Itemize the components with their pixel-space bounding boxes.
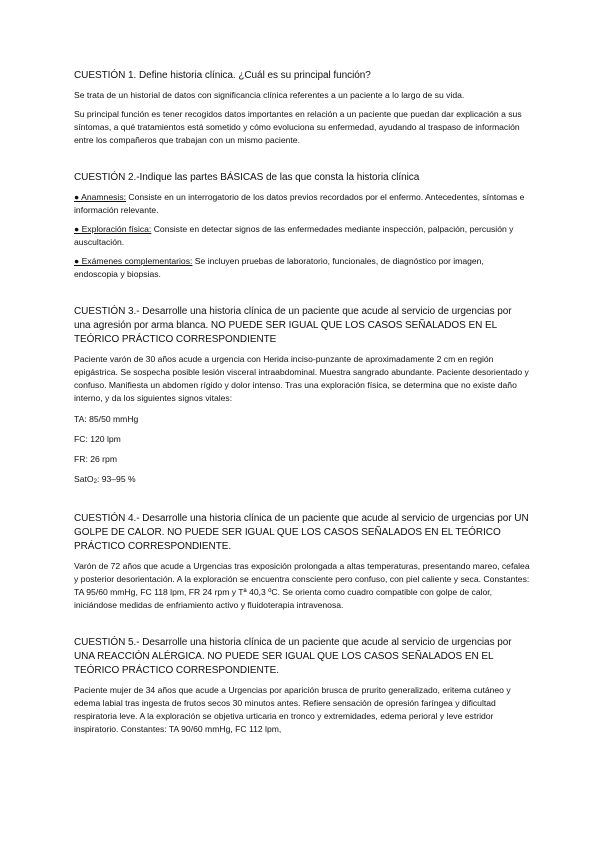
question-4-section [74, 512, 530, 612]
question-3-title: CUESTIÓN 3.- Desarrolle una historia clínica de un paciente que acude al servicio de urgencias por una agresión por arma blanca. NO PUEDE SER IGUAL QUE LOS CASOS SEÑALADOS EN EL TEÓRICO PRÁCTICO CORRESPONDIENTE [74, 306, 512, 345]
question-2-item-examenes [74, 255, 530, 281]
question-5-paragraph-1: Paciente mujer de 34 años que acude a Urgencias por aparición brusca de prurito generalizado, eritema cutáneo y edema labial tras ingesta de frutos secos 30 minutos antes. Refiere sensación de opresión faríngea y dificultad respiratoria leve. A la exploración se objetiva urticaria en tronco y extremidades, edema perioral y leve estridor inspiratorio. Constantes: TA 90/60 mmHg, FC 112 lpm, [74, 685, 511, 734]
question-4-paragraph-1: Varón de 72 años que acude a Urgencias tras exposición prolongada a altas temperaturas, presentando mareo, cefalea y posterior desorientación. A la exploración se encuentra consciente pero confuso, con piel caliente y seca. Constantes: TA 95/60 mmHg, FC 118 lpm, FR 24 rpm y Tª 40,3 ºC. Se orienta como cuadro compatible con golpe de calor, iniciándose medidas de enfriamiento activo y fluidoterapia intravenosa. [74, 561, 530, 610]
question-2-section [74, 171, 530, 281]
item-label: ● Exploración física: [74, 224, 152, 234]
question-2-item-exploracion [74, 223, 530, 249]
question-3-paragraph-1: Paciente varón de 30 años acude a urgencia con Herida inciso-punzante de aproximadamente 2 cm en región epigástrica. Se sospecha posible lesión visceral intraabdominal. Muestra sangrado abundante. Paciente desorientado y confuso. Manifiesta un abdomen rígido y dolor intenso. Tras una exploración física, se determina que no existe daño interno, y da los siguientes signos vitales: [74, 354, 529, 403]
item-text: Consiste en un interrogatorio de los datos previos recordados por el enfermo. Antecedentes, síntomas e información relevante. [74, 192, 525, 215]
vital-fc: FC: 120 lpm [74, 434, 121, 444]
vital-ta: TA: 85/50 mmHg [74, 414, 139, 424]
question-2-item-anamnesis [74, 191, 530, 217]
question-1-paragraph-2: Su principal función es tener recogidos datos importantes en relación a un paciente que puedan dar explicación a sus síntomas, a qué tratamientos está sometido y cómo evoluciona su enfermedad, ayudando al traspaso de información entre los compañeros que trabajan con un mismo paciente. [74, 109, 522, 145]
item-text: Se incluyen pruebas de laboratorio, funcionales, de diagnóstico por imagen, endoscopia y biopsias. [74, 256, 484, 279]
vital-sato2 [74, 473, 530, 488]
question-3-section [74, 305, 530, 488]
question-5-title: CUESTIÓN 5.- Desarrolle una historia clínica de un paciente que acude al servicio de urgencias por UNA REACCIÓN ALÉRGICA. NO PUEDE SER IGUAL QUE LOS CASOS SEÑALADOS EN EL TEÓRICO PRÁCTICO CORRESPONDIENTE. [74, 637, 512, 676]
document-content [74, 69, 530, 760]
sat-prefix: SatO [74, 474, 94, 484]
question-4-title: CUESTIÓN 4.- Desarrolle una historia clínica de un paciente que acude al servicio de urgencias por UN GOLPE DE CALOR. NO PUEDE SER IGUAL QUE LOS CASOS SEÑALADOS EN EL TEÓRICO PRÁCTICO CORRESPONDIENTE. [74, 513, 529, 552]
item-label: ● Exámenes complementarios: [74, 256, 193, 266]
question-5-section [74, 636, 530, 736]
item-text: Consiste en detectar signos de las enfermedades mediante inspección, palpación, percusión y auscultación. [74, 224, 514, 247]
question-1-title: CUESTIÓN 1. Define historia clínica. ¿Cuál es su principal función? [74, 70, 371, 81]
question-2-title: CUESTIÓN 2.-Indique las partes BÁSICAS de las que consta la historia clínica [74, 172, 420, 183]
sat-suffix: : 93–95 % [96, 474, 136, 484]
item-label: ● Anamnesis: [74, 192, 127, 202]
question-1-section [74, 69, 530, 147]
question-1-paragraph-1: Se trata de un historial de datos con significancia clínica referentes a un paciente a lo largo de su vida. [74, 90, 465, 100]
vital-fr: FR: 26 rpm [74, 454, 117, 464]
sat-subscript: 2 [93, 479, 97, 485]
